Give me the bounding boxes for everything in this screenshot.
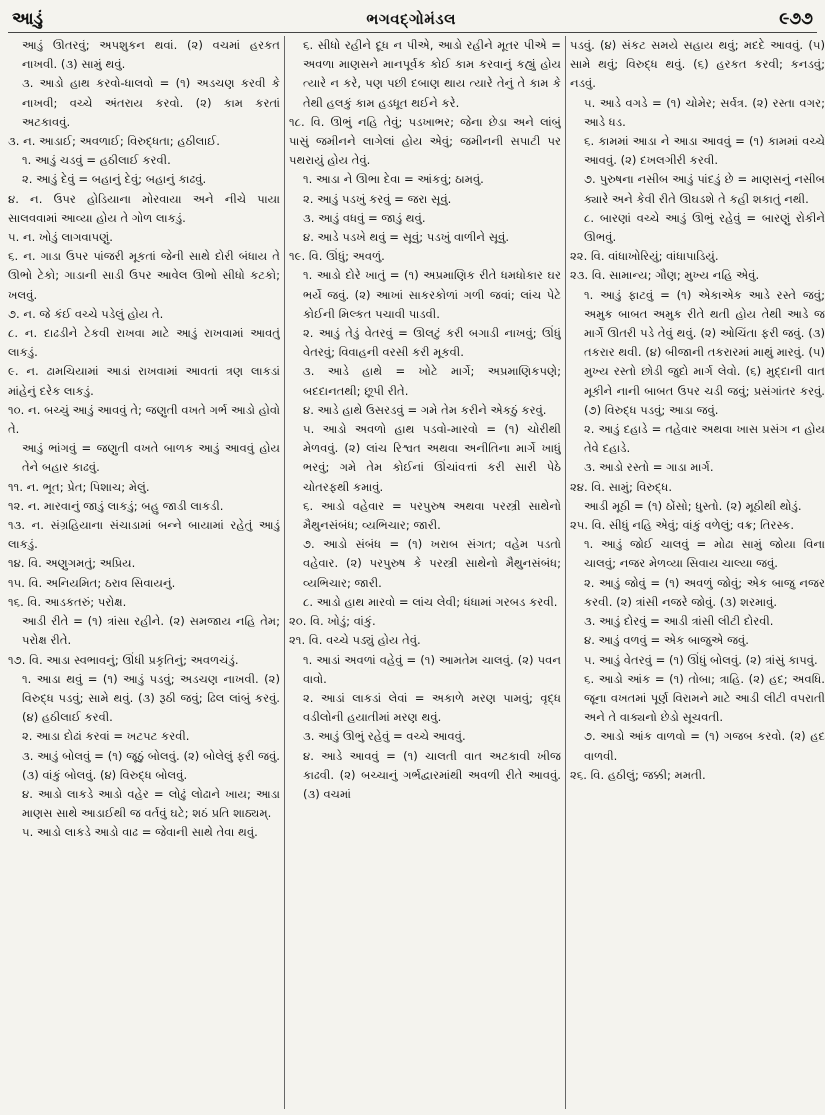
sense-entry: ૩. આડું બોલવું = (૧) જૂઠું બોલવું. (૨) બોલેલું ફરી જવું. (૩) વાંકું બોલવું. (૪) વિરુદ્ધ બોલવું.	[22, 748, 280, 782]
sense-entry: ૧. આડું ફાટવું = (૧) એકાએક આડે રસ્તે જવું; અમુક બાબત અમુક રીતે થતી હોય તેથી આડે જ માર્ગે ઊતરી પડે તેવું થવું. (૨) ઓચિંતા ફરી જવું. (૩) તકરાર થવી. (૪) બીજાની તકરારમાં માથું મારવું. (૫) મુખ્ય રસ્તો છોડી જુદો માર્ગ લેવો. (૬) મુદ્દાની વાત મૂકીને નાની બાબત ઉપર ચડી જવું; પ્રસંગાંતર કરવું. (૭) વિરુદ્ધ પડવું; આડા જવું.	[584, 287, 825, 417]
sense-entry: ૨. આડું તેડું વેતરવું = ઊલટું કરી બગાડી નાખવું; ઊંધું વેતરવું; વિવાહની વરસી કરી મૂકવી.	[303, 326, 561, 360]
sense-entry: ૨. આડું દહાડે = તહેવાર અથવા ખાસ પ્રસંગ ન હોય તેવે દહાડે.	[584, 422, 825, 456]
numbered-entry: ૧૭. વિ. આડા સ્વભાવનું; ઊંધી પ્રકૃતિનું; અવળચંડું.	[8, 652, 239, 667]
numbered-entry: ૧૧. ન. ભૂત; પ્રેત; પિશાચ; મેલું.	[8, 479, 150, 494]
sense-entry: ૧. આડા થવું = (૧) આડું પડવું; અડચણ નાખવી. (૨) વિરુદ્ધ પડવું; સામે થવું. (૩) રૂઠી જવું; ઢિલ લાંબું કરવું. (૪) હઠીલાઈ કરવી.	[22, 671, 280, 725]
header-page-number: ૯૭૭	[779, 9, 813, 29]
column-2	[289, 36, 561, 1109]
sense-entry: ૪. આડે આવવું = (૧) ચાલતી વાત અટકાવી ખીજ કાઢવી. (૨) બચ્ચાનું ગર્ભદ્વારમાંથી અવળી રીતે આવવું. (૩) વચમાં	[303, 748, 561, 801]
sense-entry: ૭. પુરુષના નસીબ આડું પાંદડું છે = માણસનું નસીબ ક્યારે અને કેવી રીતે ઊઘડશે તે કહી શકાતું નથી.	[584, 172, 825, 206]
numbered-entry: ૧૯. વિ. ઊંધું; અવળું.	[289, 249, 385, 264]
numbered-entry: ૪. ન. ઉપર હોડિયાના મોરવાયા અને નીચે પાયા સાલવવામાં આવ્યા હોય તે ગોળ લાકડું.	[8, 191, 280, 225]
sense-entry: ૧. આડું જોઈ ચાલવું = મોઢા સામું જોયા વિના ચાલવું; નજર મેળવ્યા સિવાય ચાલ્યા જવું.	[584, 537, 825, 571]
numbered-entry: ૫. ન. ખોડું લાગવાપણું.	[8, 230, 113, 245]
numbered-entry: ૭. ન. જે કંઈ વચ્ચે પડેલું હોય તે.	[8, 306, 164, 321]
column-1	[8, 36, 280, 1109]
numbered-entry: ૬. ન. ગાડા ઉપર પાંજરી મૂકતાં જેની સાથે દોરી બંધાય તે ઊભો ટેકો; ગાડાની સાડી ઉપર આવેલ ઊભો સીધો કટકો; ખલવું.	[8, 249, 280, 302]
numbered-entry: ૧૦. ન. બચ્ચું આડું આવવું તે; જણુતી વખતે ગર્ભ આડો હોવો તે.	[8, 402, 280, 437]
sense-entry: ૧. આડા ને ઊભા દેવા = આંકવું; ઠામવું.	[303, 172, 484, 187]
page-header	[8, 6, 817, 33]
sense-entry: આડું ઊતરવું; અપશુકન થવાં. (૨) વચમાં હરકત નાખવી. (૩) સામું થવું.	[22, 38, 280, 72]
sense-entry: ૬. સીધો રહીને દૂધ ન પીએ, આડો રહીને મૂતર પીએ = અવળા માણસને માનપૂર્વક કોઈ કામ કરવાનું કહ્યું હોય ત્યારે ન કરે, પણ પછી દબાણ થાય ત્યારે તેનું તે કામ કે તેથી હલકું કામ હડધૂત થઈને કરે.	[303, 38, 561, 110]
sense-entry: ૩. આડો હાથ કરવો-ધાલવો = (૧) અડચણ કરવી કે નાખવી; વચ્ચે અંતરાય કરવો. (૨) કામ કરતાં અટકાવવું.	[22, 76, 280, 129]
numbered-entry: ૧૮. વિ. ઊભું નહિ તેવું; પડખાભર; જેના છેડા અને લાંબું પાસું જમીનને લાગેલાં હોય એવું; જમીનની સપાટી પર પથરાયું હોય તેવું.	[289, 114, 561, 168]
sense-entry: ૫. આડે વગડે = (૧) ચોમેર; સર્વત્ર. (૨) રસ્તા વગર; આડે ધડ.	[584, 95, 825, 129]
numbered-entry: ૨૧. વિ. વચ્ચે પડ્યું હોય તેવું.	[289, 633, 421, 648]
sense-entry: ૧. આડો દોરે ખાતું = (૧) અપ્રમાણિક રીતે ધમધોકાર ઘર ભર્યે જવું. (૨) આખાં સાકરકોળાં ગળી જવાં; લાંચ પેટે કોઈની મિલ્કત પચાવી પાડવી.	[303, 268, 561, 321]
numbered-entry: ૨૬. વિ. હઠીલું; જક્કી; મમતી.	[570, 767, 706, 782]
sense-entry: ૨. આડા દોઢાં કરવાં = ખટપટ કરવી.	[22, 729, 190, 744]
column-divider	[565, 36, 566, 1109]
header-headword: આડું	[12, 9, 43, 29]
sense-entry: આડું ભાંગવું = જણુતી વખતે બાળક આડું આવવું હોય તેને બહાર કાઢવું.	[22, 441, 280, 475]
sense-entry: ૪. આડે હાથે ઉસરડવું = ગમે તેમ કરીને એકઠું કરવું.	[303, 402, 547, 417]
numbered-entry: ૧૨. ન. મારવાનું જાડું લાકડું; બહુ જાડી લાકડી.	[8, 498, 224, 513]
sense-entry: ૨. આડાં લાકડાં લેવાં = અકાળે મરણ પામવું; વૃદ્ધ વડીલોની હયાતીમાં મરણ થવું.	[303, 690, 561, 725]
column-divider	[284, 36, 285, 1109]
sense-entry: ૫. આડું વેતરવું = (૧) ઊંધું બોલવું. (૨) ત્રાંસું કાપવું.	[584, 652, 818, 667]
sense-entry: ૨. આડું જોવું = (૧) અવળું જોવું; એક બાજુ નજર કરવી. (૨) ત્રાંસી નજરે જોવું. (૩) શરમાવું.	[584, 575, 825, 609]
sense-entry: ૭. આડો આંક વાળવો = (૧) ગજબ કરવો. (૨) હદ વાળવી.	[584, 729, 825, 763]
sense-entry: ૪. આડે પડખે થવું = સૂવું; પડખું વાળીને સૂવું.	[303, 230, 510, 245]
sense-entry: આડી રીતે = (૧) ત્રાંસા રહીને. (૨) સમજાય નહિ તેમ; પરોક્ષ રીતે.	[22, 614, 280, 648]
sense-entry: ૪. આડું વળવું = એક બાજુએ જવું.	[584, 633, 749, 648]
numbered-entry: ૨૩. વિ. સામાન્ય; ગૌણ; મુખ્ય નહિ એવું.	[570, 268, 760, 283]
sense-entry: ૨. આડું દેવું = બહાનું દેવું; બહાનું કાઢવું.	[22, 172, 207, 187]
numbered-entry: પડવું. (૪) સંકટ સમયે સહાય થવું; મદદે આવવું. (૫) સામે થવું; વિરુદ્ધ થવું. (૬) હરકત કરવી; કનડવું; નડવું.	[570, 38, 825, 91]
sense-entry: ૮. બારણાં વચ્ચે આડું ઊભું રહેવું = બારણું રોકીને ઊભવું.	[584, 210, 825, 245]
sense-entry: ૬. કામમાં આડા ને આડા આવવું = (૧) કામમાં વચ્ચે આવવું. (૨) દખલગીરી કરવી.	[584, 134, 825, 168]
sense-entry: ૧. આડું ચડવું = હઠીલાઈ કરવી.	[22, 153, 171, 168]
sense-entry: ૩. આડું ઊભું રહેવું = વચ્ચે આવવું.	[303, 729, 466, 744]
column-3	[570, 36, 825, 1109]
sense-entry: ૨. આડું પડખું કરવું = જરા સૂવું.	[303, 191, 452, 206]
numbered-entry: ૩. ન. આડાઈ; અવળાઈ; વિરુદ્ધતા; હઠીલાઈ.	[8, 134, 220, 149]
header-book-title: ભગવદ્ગોમંડલ	[366, 10, 456, 28]
numbered-entry: ૯. ન. ઢામચિયામાં આડાં રાખવામાં આવતાં ત્રણ લાકડાં માંહેનું દરેક લાકડું.	[8, 364, 280, 398]
numbered-entry: ૨૫. વિ. સીધું નહિ એવું; વાંકું વળેલું; વક્ર; તિરસ્ક.	[570, 518, 795, 533]
numbered-entry: ૧૩. ન. સંગ્રહિયાના સંચાડામાં બન્ને બાયામાં રહેતું આડું લાકડું.	[8, 518, 280, 552]
sense-entry: ૬. આડો આંક = (૧) તોબા; ત્રાહિ. (૨) હદ; અવધિ. જૂના વખતમાં પૂર્ણ વિરામને માટે આડી લીટી વપરાતી અને તે વાક્યનો છેડો સૂચવતી.	[584, 671, 825, 725]
text-columns	[8, 36, 825, 1109]
sense-entry: ૬. આડો વહેવાર = પરપુરુષ અથવા પરસ્ત્રી સાથેનો મૈથુનસંબંધ; વ્યભિચાર; જારી.	[303, 498, 561, 533]
sense-entry: ૪. આડો લાકડે આડો વહેર = લોઢું લોઢાને ખાય; આડા માણસ સાથે આડાઈથી જ વર્તવું ઘટે; શઠં પ્રતિ શાઠ્યમ્.	[22, 786, 280, 821]
sense-entry: ૩. આડું દોરવું = આડી ત્રાંસી લીટી દોરવી.	[584, 614, 774, 629]
sense-entry: આડી મૂઠી = (૧) ઠોંસો; ધુસ્તો. (૨) મૂઠીથી થોડું.	[584, 498, 802, 513]
numbered-entry: ૧૫. વિ. અનિયમિત; ઠરાવ સિવાયનું.	[8, 575, 176, 590]
numbered-entry: ૧૬. વિ. આડકતરું; પરોક્ષ.	[8, 594, 127, 609]
sense-entry: ૩. આડો રસ્તો = ગાડા માર્ગ.	[584, 460, 714, 475]
sense-entry: ૮. આડો હાથ મારવો = લાંચ લેવી; ધંધામાં ગરબડ કરવી.	[303, 594, 558, 609]
sense-entry: ૫. આડો લાકડે આડો વાઢ = જેવાની સાથે તેવા થવું.	[22, 825, 258, 840]
numbered-entry: ૨૦. વિ. ખોડું; વાંકું.	[289, 614, 376, 629]
sense-entry: ૭. આડો સંબંધ = (૧) ખરાબ સંગત; વહેમ પડતો વહેવાર. (૨) પરપુરુષ કે પરસ્ત્રી સાથેનો મૈથુનસંબંધ; વ્યભિચાર; જારી.	[303, 537, 561, 590]
numbered-entry: ૮. ન. દાઢડીને ટેકવી રાખવા માટે આડું રાખવામાં આવતું લાકડું.	[8, 326, 280, 360]
sense-entry: ૫. આડો અવળો હાથ પડવો-મારવો = (૧) ચોરીથી મેળવવું. (૨) લાંચ રિશ્વત અથવા અનીતિના માર્ગે ખાધું ભરવું; ગમે તેમ કોઈનાં ઊંચાંવત્તાં કરી સારી પેઠે ચોતરફથી કમાવું.	[303, 422, 561, 494]
sense-entry: ૩. આડે હાથે = ખોટે માર્ગે; અપ્રમાણિકપણે; બદદાનતથી; છૂપી રીતે.	[303, 364, 561, 398]
sense-entry: ૩. આડું વધવું = જાડું થવું.	[303, 210, 426, 225]
numbered-entry: ૨૨. વિ. વાંધાખોરિયું; વાંધાપાડિયું.	[570, 249, 719, 264]
numbered-entry: ૧૪. વિ. અણુગમતું; અપ્રિય.	[8, 556, 136, 571]
sense-entry: ૧. આડાં અવળાં વહેવું = (૧) આમતેમ ચાલવું. (૨) પવન વાવો.	[303, 652, 561, 686]
numbered-entry: ૨૪. વિ. સામું; વિરુદ્ધ.	[570, 479, 673, 494]
